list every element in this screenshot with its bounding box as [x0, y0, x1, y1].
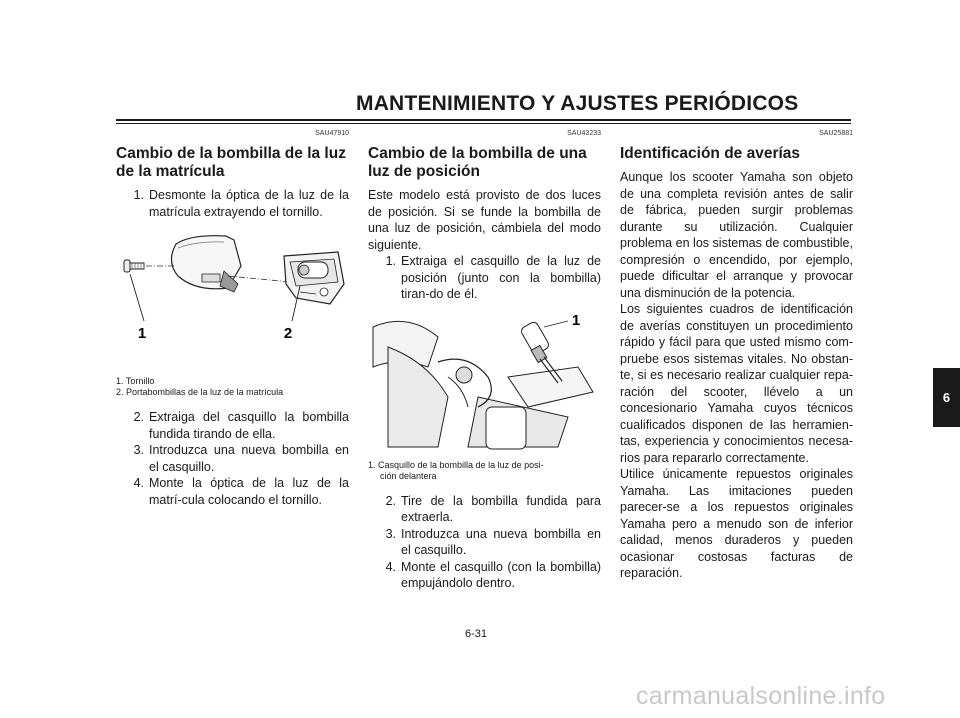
section-code: SAU43233 — [567, 130, 601, 137]
section-code: SAU25881 — [819, 130, 853, 137]
step-item: 4. Monte la óptica de la luz de la matrí-cula colocando el tornillo. — [133, 476, 349, 507]
figure-caption: 1. Tornillo 2. Portabombillas de la luz de la matrícula — [116, 376, 284, 397]
paragraph: Aunque los scooter Yamaha son objeto de una completa revisión antes de salir de fábrica, pueden surgir problemas durante su utilización. Cualquier problema en los sistemas de combustible, compresión o encendido, por ejemplo, puede dificultar el arranque y provocar una disminución de la potencia. — [620, 170, 853, 300]
column-position-light-bulb — [368, 130, 601, 592]
paragraph: Los siguientes cuadros de identificación de averías constituyen un procedimiento rápido y fácil para que usted mismo com-pruebe esos sistemas vitales. No obstan-te, si es necesario realizar cualquier repa-ración del scooter, llévelo a un concesionario Yamaha cuyos técnicos cualificados disponen de las herramien-tas, experiencia y conocimientos necesa-rios para repararlo correctamente. — [620, 302, 853, 465]
column-license-plate-bulb — [116, 130, 349, 508]
header-rule-thin — [116, 123, 851, 124]
screw-icon — [124, 260, 144, 272]
step-item: 3. Introduzca una nueva bombilla en el casquillo. — [133, 443, 349, 474]
header-rule — [116, 119, 851, 121]
step-item: 3. Introduzca una nueva bombilla en el casquillo. — [385, 526, 601, 557]
step-item: 1. Desmonte la óptica de la luz de la matrícula extrayendo el tornillo. — [133, 188, 349, 219]
license-plate-light-figure — [116, 226, 349, 376]
section-intro: Este modelo está provisto de dos luces de posición. Si se funde la bombilla de una luz de posición, cámbiela del modo siguiente. — [368, 188, 601, 252]
figure-label-2: 2 — [283, 325, 293, 342]
step-item: 1. Extraiga el casquillo de la luz de posición (junto con la bombilla) tiran-do de él. — [385, 254, 601, 301]
chapter-tab: 6 — [933, 368, 960, 427]
page-number: 6-31 — [465, 628, 488, 640]
figure-label-1: 1 — [571, 311, 581, 329]
step-item: 2. Tire de la bombilla fundida para extraerla. — [385, 493, 601, 524]
position-light-figure — [368, 307, 601, 457]
paragraph: Utilice únicamente repuestos originales Yamaha. Las imitaciones pueden parecer-se a los repuestos originales Yamaha pero a menudo son de inferior calidad, menos duraderos y pueden ocasionar costosas facturas de reparación. — [620, 467, 853, 580]
section-title: Cambio de la bombilla de la luz de la matrícula — [116, 145, 346, 180]
section-code: SAU47910 — [315, 130, 349, 137]
column-troubleshooting — [620, 130, 853, 582]
section-title: Identificación de averías — [620, 145, 801, 162]
figure-label-1: 1 — [137, 325, 147, 342]
section-title: Cambio de la bombilla de una luz de posición — [368, 145, 587, 180]
figure-caption: 1. Casquillo de la bombilla de la luz de posi- ción delantera — [368, 459, 544, 481]
step-item: 2. Extraiga del casquillo la bombilla fundida tirando de ella. — [133, 410, 349, 441]
watermark: carmanualsonline.info — [636, 682, 886, 710]
page-header-title: MANTENIMIENTO Y AJUSTES PERIÓDICOS — [356, 92, 799, 115]
step-item: 4. Monte el casquillo (con la bombilla) empujándolo dentro. — [385, 559, 601, 590]
